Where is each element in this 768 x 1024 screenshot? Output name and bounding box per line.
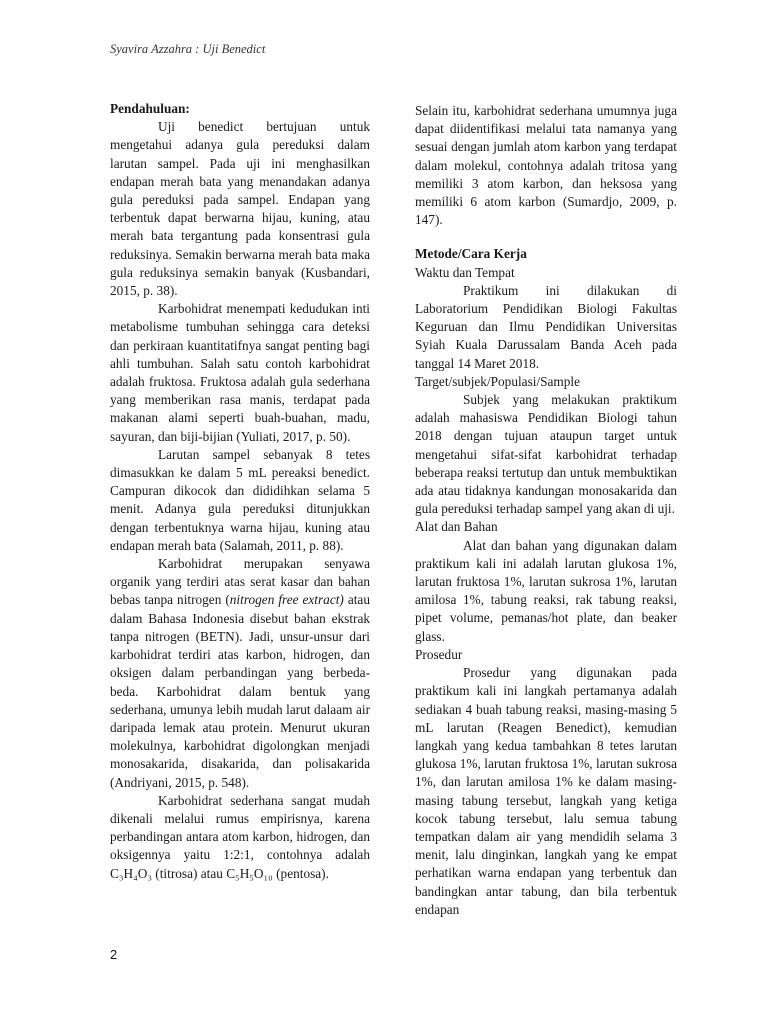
italic-term: nitrogen free extract) bbox=[229, 592, 344, 608]
section-heading-metode: Metode/Cara Kerja bbox=[415, 246, 527, 262]
section-heading-pendahuluan: Pendahuluan: bbox=[110, 101, 190, 116]
left-column bbox=[110, 100, 370, 883]
paragraph: Selain itu, karbohidrat sederhana umumnya juga dapat diidentifikasi melalui tata namanya yang sesuai dengan jumlah atom karbon yang terdapat dalam molekul, contohnya adalah tritosa yang memiliki 3 atom karbon, dan heksosa yang memiliki 6 atom karbon (Sumardjo, 2009, p. 147). bbox=[415, 103, 677, 228]
paragraph bbox=[110, 555, 370, 792]
paragraph: Larutan sampel sebanyak 8 tetes dimasukkan ke dalam 5 mL pereaksi benedict. Campuran dikocok dan dididihkan selama 5 menit. Adanya gula pereduksi ditunjukkan dengan terbentuknya warna hijau, kuning atau endapan merah bata (Salamah, 2011, p. 88). bbox=[110, 446, 370, 553]
right-column bbox=[415, 102, 677, 919]
paragraph-text: atau dalam Bahasa Indonesia disebut bahan ekstrak tanpa nitrogen (BETN). Jadi, unsur-unsur dari karbohidrat terdiri atas karbon, hidrogen, dan oksigen dalam perbandingan yang berbeda-beda. Karbohidrat dalam bentuk yang sederhana, umunya lebih mudah larut dalaam air daripada lemak atau protein. Menurut ukuran molekulnya, karbohidrat digolongkan menjadi monosakarida, disakarida, dan polisakarida (Andriyani, 2015, p. 548). bbox=[110, 592, 370, 790]
paragraph-text: Karbohidrat merupakan senyawa organik yang terdiri atas serat kasar dan bahan bebas tanpa nitrogen ( bbox=[110, 556, 370, 608]
paragraph: Alat dan bahan yang digunakan dalam praktikum kali ini adalah larutan glukosa 1%, larutan fruktosa 1%, larutan sukrosa 1%, larutan amilosa 1%, tabung reaksi, rak tabung reaksi, pipet volume, pemanas/hot plate, dan beaker glass. bbox=[415, 537, 677, 644]
page-number: 2 bbox=[110, 947, 118, 962]
paragraph: Prosedur yang digunakan pada praktikum kali ini langkah pertamanya adalah sediakan 4 buah tabung reaksi, masing-masing 5 mL larutan (Reagen Benedict), kemudian langkah yang kedua tambahkan 8 tetes larutan glukosa 1%, larutan fruktosa 1%, larutan sukrosa 1%, dan larutan amilosa 1% ke dalam masing-masing tabung tersebut, langkah yang ketiga kocok tabung tersebut, lalu semua tabung tempatkan dalam air yang mendidih selama 3 menit, lalu dinginkan, langkah yang ke empat perhatikan warna endapan yang terbentuk dan bandingkan antar tabung, dan bila terbentuk endapan bbox=[415, 665, 677, 917]
paragraph: Uji benedict bertujuan untuk mengetahui adanya gula pereduksi dalam larutan sampel. Pada uji ini menghasilkan endapan merah bata yang menandakan adanya gula pereduksi pada sampel. Endapan yang terbentuk dapat berwarna hijau, kuning, atau merah bata tergantung pada konsentrasi gula reduksinya. Semakin berwarna merah bata maka gula reduksinya semakin banyak (Kusbandari, 2015, p. 38). bbox=[110, 119, 370, 299]
paragraph: Karbohidrat menempati kedudukan inti metabolisme tumbuhan sehingga cara deteksi dan perkiraan kuantitatifnya sangat penting bagi ahli tumbuhan. Salah satu contoh karbohidrat adalah fruktosa. Fruktosa adalah gula sederhana yang memberikan rasa manis, terdapat pada makanan alami seperti buah-buahan, madu, sayuran, dan biji-bijian (Yuliati, 2017, p. 50). bbox=[110, 301, 370, 444]
running-header: Syavira Azzahra : Uji Benedict bbox=[110, 42, 266, 56]
subheading: Target/subjek/Populasi/Sample bbox=[415, 373, 581, 389]
paragraph: Subjek yang melakukan praktikum adalah mahasiswa Pendidikan Biologi tahun 2018 dengan tujuan ataupun target untuk mengetahui sifat-sifat karbohidrat terhadap beberapa reaksi tertutup dan untuk membuktikan ada atau tidaknya kandungan monosakarida dan gula pereduksi terhadap sampel yang akan di uji. bbox=[415, 392, 677, 517]
subheading: Alat dan Bahan bbox=[415, 519, 498, 535]
paragraph: Karbohidrat sederhana sangat mudah dikenali melalui rumus empirisnya, karena perbandingan antara atom karbon, hidrogen, dan oksigennya yaitu 1:2:1, contohnya adalah C₃H₄O₃ (titrosa) atau C₅H₅O₁₀ (pentosa). bbox=[110, 792, 370, 881]
subheading: Waktu dan Tempat bbox=[415, 264, 515, 280]
paragraph: Praktikum ini dilakukan di Laboratorium Pendidikan Biologi Fakultas Keguruan dan Ilmu Pendidikan Universitas Syiah Kuala Darussalam Banda Aceh pada tanggal 14 Maret 2018. bbox=[415, 282, 677, 371]
subheading: Prosedur bbox=[415, 646, 463, 662]
